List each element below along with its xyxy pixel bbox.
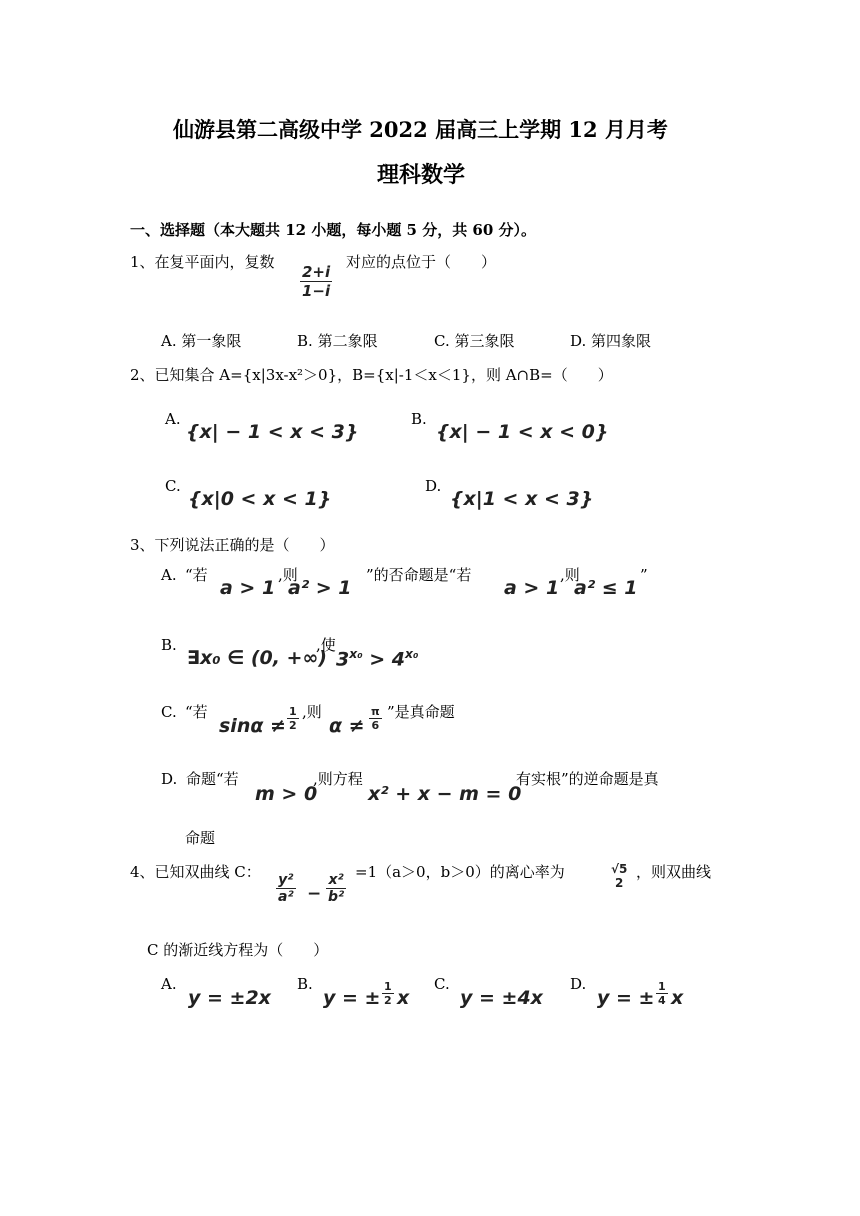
- q4-fraction-y-den: a²: [278, 889, 294, 905]
- q4-eccentricity-den: 2: [615, 876, 624, 890]
- q3-d-math-2: x² + x − m = 0: [368, 783, 522, 805]
- q4-option-d-letter: D.: [570, 975, 587, 993]
- q2-option-b-expr: {x| − 1 < x < 0}: [436, 421, 609, 443]
- section-heading: 一、选择题（本大题共 12 小题，每小题 5 分，共 60 分）。: [130, 221, 537, 239]
- q3-b-math-2-source: [0, 0, 6, 1]
- q3-d-text-1: 命题“若: [186, 770, 239, 788]
- q4-fraction-x-den: b²: [328, 889, 345, 905]
- q1-option-d-letter: D.: [570, 332, 587, 350]
- q3-c-fraction-1: [287, 705, 299, 732]
- q3-c-fraction-2: [369, 705, 382, 732]
- q4-option-b-expr: y = ±: [323, 987, 381, 1009]
- q4-fraction-y-num: y²: [278, 872, 294, 888]
- q4-option-b-fraction-den: 2: [384, 994, 392, 1007]
- q2-stem: 2、已知集合 A={x|3x-x²＞0}，B={x|-1＜x＜1}，则 A∩B=（ ）: [130, 366, 613, 384]
- q3-a-math-4: a² ≤ 1: [574, 577, 638, 599]
- q3-c-fraction-1-num: 1: [289, 705, 297, 718]
- q4-fraction-x: [326, 872, 346, 905]
- page-title: 仙游县第二高级中学 2022 届高三上学期 12 月月考: [173, 117, 668, 142]
- q3-d-text-2: ,则方程: [313, 770, 363, 788]
- page-subtitle: 理科数学: [377, 162, 466, 188]
- q4-option-d-tail: x: [671, 987, 684, 1009]
- q1-fraction-num: 2+i: [302, 263, 331, 281]
- q3-a-math-2: a² > 1: [288, 577, 352, 599]
- q3-a-text-2: ,则: [278, 566, 298, 584]
- q3-c-fraction-2-den: 6: [369, 718, 382, 732]
- q4-option-d-expr: y = ±: [597, 987, 655, 1009]
- q4-prefix: 4、已知双曲线 C：: [130, 863, 261, 881]
- q1-option-d-text: 第四象限: [591, 332, 652, 350]
- q3-c-text-1: “若: [185, 703, 208, 721]
- q4-eccentricity-num: √5: [611, 862, 628, 876]
- q1-option-c: [434, 332, 515, 350]
- q3-a-text-4: ,则: [560, 566, 580, 584]
- q4-option-d-fraction-den: 4: [658, 994, 666, 1007]
- q3-b-math-1: ∃x₀ ∈ (0, +∞): [187, 647, 327, 669]
- q4-option-d-fraction-num: 1: [658, 980, 666, 993]
- q2-option-c-letter: C.: [165, 477, 181, 495]
- q3-c-math-1: sinα ≠: [219, 715, 286, 737]
- q3-a-letter: A.: [161, 566, 177, 584]
- q3-b-math-2: $3^{x_0} > 4^{x_0}$: [336, 647, 419, 671]
- q4-fraction-x-num: x²: [328, 872, 344, 888]
- q4-option-b-fraction: [382, 980, 394, 1007]
- q4-option-a-letter: A.: [161, 975, 177, 993]
- q3-c-text-3: ”是真命题: [387, 703, 455, 721]
- q3-c-letter: C.: [161, 703, 177, 721]
- q3-b-letter: B.: [161, 636, 177, 654]
- q4-option-c-expr: y = ±4x: [460, 987, 543, 1009]
- q3-d-text-4: 命题: [185, 829, 216, 847]
- q1-option-c-text: 第三象限: [454, 332, 515, 350]
- q1-suffix: 对应的点位于（ ）: [346, 253, 497, 271]
- q3-c-text-2: ,则: [302, 703, 322, 721]
- q4-suffix: ，则双曲线: [636, 863, 712, 881]
- q3-d-letter: D.: [161, 770, 178, 788]
- q1-option-b-text: 第二象限: [317, 332, 378, 350]
- q1-prefix: 1、在复平面内，复数: [130, 253, 275, 271]
- q4-option-b-fraction-num: 1: [384, 980, 392, 993]
- q3-b-text-1: ,使: [316, 636, 336, 654]
- q3-stem: 3、下列说法正确的是（ ）: [130, 536, 335, 554]
- q4-eccentricity: [609, 862, 629, 890]
- q4-option-a-expr: y = ±2x: [188, 987, 271, 1009]
- q4-middle: =1（a＞0，b＞0）的离心率为: [355, 863, 565, 881]
- q3-a-text-3: ”的否命题是“若: [366, 566, 472, 584]
- q3-c-fraction-2-num: π: [371, 705, 380, 718]
- q1-option-c-letter: C.: [434, 332, 450, 350]
- q1-fraction: [300, 263, 332, 300]
- q1-option-a-text: 第一象限: [181, 332, 242, 350]
- q1-option-b-letter: B.: [297, 332, 313, 350]
- q3-a-text-1: “若: [185, 566, 208, 584]
- q2-option-d-expr: {x|1 < x < 3}: [450, 488, 594, 510]
- q4-line2: C 的渐近线方程为（ ）: [147, 941, 329, 959]
- q2-option-d-letter: D.: [425, 477, 442, 495]
- q4-option-d-fraction: [656, 980, 668, 1007]
- q2-option-c-expr: {x|0 < x < 1}: [188, 488, 332, 510]
- q1-option-a: [161, 332, 241, 350]
- q4-option-c-letter: C.: [434, 975, 450, 993]
- q3-a-text-5: ”: [640, 566, 648, 584]
- q3-d-math-1: m > 0: [255, 783, 318, 805]
- q4-minus: −: [307, 884, 322, 904]
- q1-fraction-den: 1−i: [302, 282, 331, 300]
- q3-c-math-2: α ≠: [329, 715, 365, 737]
- q2-option-a-letter: A.: [165, 410, 181, 428]
- q1-option-d: [570, 332, 651, 350]
- q1-option-b: [297, 332, 378, 350]
- q4-option-b-tail: x: [397, 987, 410, 1009]
- q3-c-fraction-1-den: 2: [289, 719, 297, 732]
- q4-fraction-y: [276, 872, 296, 905]
- q3-d-text-3: 有实根”的逆命题是真: [516, 770, 659, 788]
- q2-option-a-expr: {x| − 1 < x < 3}: [186, 421, 359, 443]
- q4-option-b-letter: B.: [297, 975, 313, 993]
- q1-option-a-letter: A.: [161, 332, 177, 350]
- q3-a-math-3: a > 1: [504, 577, 560, 599]
- q2-option-b-letter: B.: [411, 410, 427, 428]
- q3-a-math-1: a > 1: [220, 577, 276, 599]
